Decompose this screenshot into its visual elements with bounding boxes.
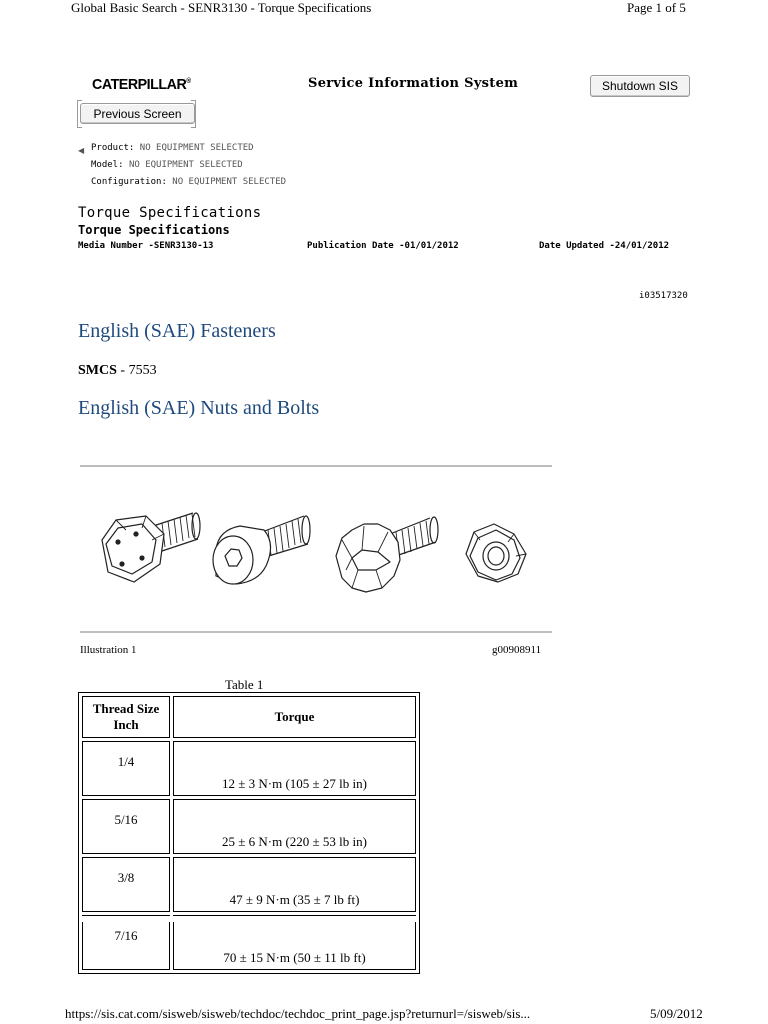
configuration-label: Configuration: xyxy=(91,177,167,187)
table-border-right xyxy=(419,916,420,922)
document-subtitle: Torque Specifications xyxy=(78,223,230,237)
column-header-thread-size: Thread Size Inch xyxy=(82,696,170,738)
fasteners-illustration xyxy=(90,500,550,610)
illustration-code: g00908911 xyxy=(492,644,542,656)
publication-date: Publication Date -01/01/2012 xyxy=(307,241,459,251)
model-value: NO EQUIPMENT SELECTED xyxy=(128,160,243,170)
print-footer-date: 5/09/2012 xyxy=(650,1006,703,1021)
model-row xyxy=(91,160,243,170)
table-header-row xyxy=(82,696,416,738)
torque-cell: 70 ± 15 N·m (50 ± 11 lb ft) xyxy=(173,915,416,970)
table-border-left xyxy=(78,916,79,922)
illustration-bottom-rule xyxy=(80,631,552,633)
print-header-title: Global Basic Search - SENR3130 - Torque Specifications xyxy=(71,0,372,15)
twelve-point-bolt-drawing xyxy=(336,517,438,592)
thread-size-cell: 5/16 xyxy=(82,799,170,854)
hex-bolt-drawing xyxy=(102,513,200,582)
thread-size-cell: 1/4 xyxy=(82,741,170,796)
illustration-caption: Illustration 1 xyxy=(80,644,137,656)
previous-screen-button[interactable]: Previous Screen xyxy=(80,103,195,124)
table-row xyxy=(82,741,416,796)
thread-size-cell: 3/8 xyxy=(82,857,170,912)
table-caption: Table 1 xyxy=(225,677,264,692)
document-id: i03517320 xyxy=(639,291,688,301)
document-title: Torque Specifications xyxy=(78,205,262,221)
torque-cell: 47 ± 9 N·m (35 ± 7 lb ft) xyxy=(173,857,416,912)
table-row xyxy=(82,915,416,970)
table-row xyxy=(82,857,416,912)
shutdown-sis-button[interactable]: Shutdown SIS xyxy=(590,75,690,97)
table-row xyxy=(82,799,416,854)
heading-nuts-bolts: English (SAE) Nuts and Bolts xyxy=(78,397,320,419)
illustration-top-rule xyxy=(80,465,552,467)
sis-title: Service Information System xyxy=(308,76,519,91)
configuration-value: NO EQUIPMENT SELECTED xyxy=(172,177,287,187)
torque-table xyxy=(78,692,420,974)
configuration-row xyxy=(91,177,286,187)
socket-cap-screw-drawing xyxy=(213,516,310,584)
product-value: NO EQUIPMENT SELECTED xyxy=(139,143,254,153)
smcs-label: SMCS xyxy=(78,363,117,378)
product-label: Product: xyxy=(91,143,135,153)
date-updated: Date Updated -24/01/2012 xyxy=(539,241,670,251)
print-header-page: Page 1 of 5 xyxy=(627,0,686,15)
thread-size-cell: 7/16 xyxy=(82,915,170,970)
collapse-arrow-icon[interactable]: ◀ xyxy=(78,146,85,155)
model-label: Model: xyxy=(91,160,124,170)
torque-cell: 25 ± 6 N·m (220 ± 53 lb in) xyxy=(173,799,416,854)
media-number: Media Number -SENR3130-13 xyxy=(78,241,214,251)
product-row xyxy=(91,143,254,153)
column-header-torque: Torque xyxy=(173,696,416,738)
caterpillar-logo: CATERPILLAR® xyxy=(92,76,191,93)
table-page-break xyxy=(78,916,424,922)
heading-fasteners: English (SAE) Fasteners xyxy=(78,320,276,342)
smcs-value: - 7553 xyxy=(116,363,157,378)
hex-nut-drawing xyxy=(466,524,526,582)
smcs-code xyxy=(78,363,157,379)
torque-cell: 12 ± 3 N·m (105 ± 27 lb in) xyxy=(173,741,416,796)
print-footer-url: https://sis.cat.com/sisweb/sisweb/techdoc/techdoc_print_page.jsp?returnurl=/sisweb/sis... xyxy=(65,1006,531,1021)
